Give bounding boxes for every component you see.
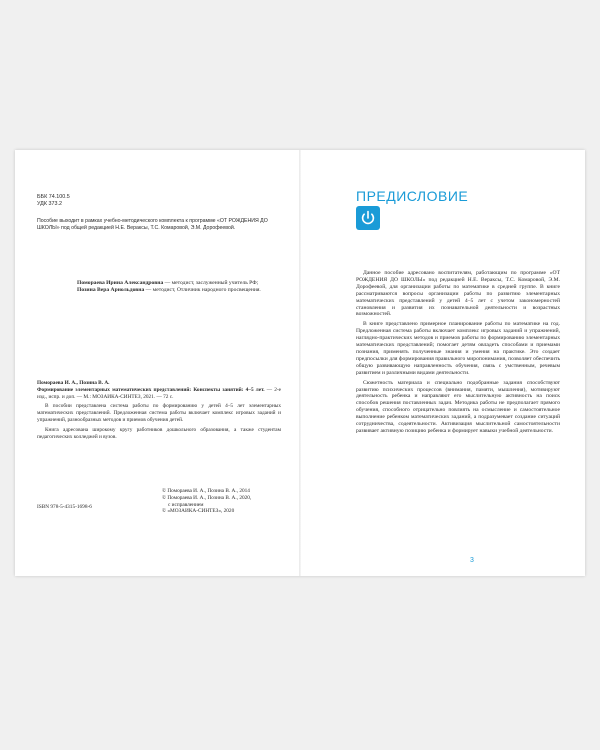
bibliographic-record: [37, 380, 281, 440]
reviewers-block: [77, 280, 277, 294]
copyright-block: [162, 488, 292, 515]
reviewer-entry: [77, 287, 277, 294]
chapter-title: ПРЕДИСЛОВИЕ: [356, 188, 469, 204]
biblio-title-main: Формирование элементарных математических представлений: Конспекты занятий: 4–5 лет.: [37, 386, 265, 393]
copyright-line: © Помораева И. А., Позина В. А., 2020,: [162, 494, 252, 501]
reviewer-description: — методист, Отличник народного просвещения.: [144, 287, 261, 294]
annotation-paragraph: В пособии представлена система работы по формированию у детей 4–5 лет элементарных математических представлений. Предложенная система работы включает комплекс игровых заданий и упражнений, разнообразных методов и приемов обучения детей.: [37, 403, 281, 423]
preface-paragraph: Сюжетность материала и специально подобранные задания способствуют развитию психических процессов (внимания, памяти, мышления), мотивируют деятельность ребенка и направляют его мыслительную активность на поиск способов решения поставленных задач. Методика работы не предполагает прямого обучения, способного отрицательно повлиять на осмысление и самостоятельное выполнение ребенком математических заданий, а подразумевает создание ситуаций сотрудничества, содеятельности. Активизация мыслительной самостоятельности развивает активную позицию ребенка и формирует навыки учебной деятельности.: [356, 379, 560, 434]
reviewer-description: — методист, заслуженный учитель РФ;: [163, 280, 259, 286]
isbn: ISBN 978-5-4315-1698-6: [37, 504, 92, 510]
biblio-title-details: — 2-е изд., испр. и доп. — М.: МОЗАИКА-СИНТЕЗ, 2021. — 72 с.: [37, 386, 281, 400]
reviewer-name: Позина Вера Арнольдовна: [77, 287, 145, 294]
left-page: [15, 150, 300, 576]
book-spread: [15, 150, 585, 576]
series-note: Пособие выходит в рамках учебно-методического комплекта к программе «ОТ РОЖДЕНИЯ ДО ШКОЛЫ» под общей редакцией Н.Е. Вераксы, Т.С. Комаровой, Э.М. Дорофеевой.: [37, 218, 268, 231]
audience-paragraph: Книга адресована широкому кругу работников дошкольного образования, а также студентам педагогических колледжей и вузов.: [37, 426, 281, 440]
copyright-line: с исправлением: [168, 501, 204, 508]
power-icon: [356, 206, 380, 230]
reviewer-entry: [77, 280, 277, 287]
biblio-title: [37, 387, 281, 401]
biblio-authors: Помораева И. А., Позина В. А.: [37, 380, 110, 386]
preface-text: [356, 270, 560, 438]
classification-codes: [37, 194, 70, 208]
copyright-line: © «МОЗАИКА-СИНТЕЗ», 2020: [162, 508, 235, 515]
preface-paragraph: В книге представлено примерное планирование работы по математике на год. Предложенная система работы включает комплекс игровых заданий и упражнений, наглядно-практических методов и приемов работы по формированию элементарных математических представлений; помогает детям овладеть способами и приемами познания, применять полученные знания и умения на практике. Это создает предпосылки для формирования правильного миропонимания, позволяет обеспечить общую развивающую направленность обучения, связь с умственным, речевым развитием и различными видами деятельности.: [356, 321, 560, 376]
preface-paragraph: Данное пособие адресовано воспитателям, работающим по программе «ОТ РОЖДЕНИЯ ДО ШКОЛЫ» под редакцией Н.Е. Вераксы, Т.С. Комаровой, Э.М. Дорофеевой, для организации работы по математике в средней группе. В книге рассматриваются вопросы организации работы по развитию элементарных математических представлений у детей 4–5 лет с учетом закономерностей становления и развития их познавательной деятельности и возрастных возможностей.: [356, 270, 560, 318]
copyright-line: © Помораева И. А., Позина В. А., 2014: [162, 488, 250, 494]
power-icon-glyph: [356, 206, 380, 230]
bbk-code: ББК 74.100.5: [37, 194, 70, 200]
reviewer-name: Помораева Ирина Александровна: [77, 280, 164, 286]
udk-code: УДК 373.2: [37, 201, 62, 207]
right-page: [300, 150, 585, 576]
page-number: 3: [470, 557, 474, 564]
